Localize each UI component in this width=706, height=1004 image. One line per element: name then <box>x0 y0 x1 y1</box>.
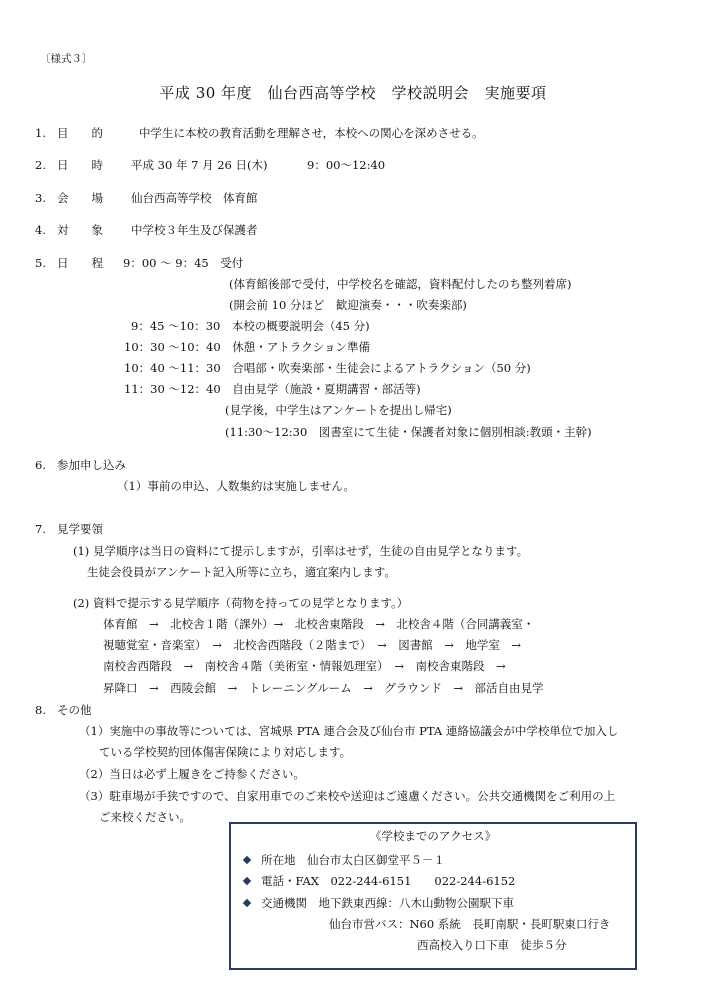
schedule-line: 11：30 〜12：40 自由見学（施設・夏期講習・部活等) <box>124 382 421 396</box>
section-text: 中学生に本校の教育活動を理解させ，本校への関心を深めさせる。 <box>139 126 484 140</box>
access-line: 仙台市営バス：N60 系統 長町南駅・長町駅東口行き <box>329 917 611 931</box>
section-venue <box>35 192 258 206</box>
schedule-line: (11:30〜12:30 図書室にて生徒・保護者対象に個別相談:教頭・主幹) <box>225 425 592 439</box>
access-line: 西高校入り口下車 徒歩５分 <box>417 938 567 952</box>
tour-route-line: 体育館 → 北校舎１階（課外）→ 北校舎東階段 → 北校舎４階（合同講義室・ <box>103 617 535 631</box>
section-datetime <box>35 159 385 173</box>
section-label: 日 程 <box>57 256 103 270</box>
event-time: 9：00〜12:40 <box>307 158 386 172</box>
section-label: 対 象 <box>57 223 103 237</box>
section-number: 4. <box>35 223 46 237</box>
access-title: 《学校までのアクセス》 <box>369 829 497 843</box>
other-line: ている学校契約団体傷害保険により対応します。 <box>99 745 352 759</box>
tour-line: 生徒会役員がアンケート記入所等に立ち，適宜案内します。 <box>87 565 396 579</box>
section-number: 1. <box>35 126 46 140</box>
tour-line: (1) 見学順序は当日の資料にて提示しますが，引率はせず，生徒の自由見学となります。 <box>73 544 529 558</box>
schedule-line: 10：40 〜11：30 合唱部・吹奏楽部・生徒会によるアトラクション（50 分) <box>124 361 531 375</box>
other-line: （3）駐車場が手狭ですので、自家用車でのご来校や送迎はご遠慮ください。公共交通機関をご利用の上 <box>79 789 616 803</box>
schedule-line: 9：00 〜 9：45 受付 <box>123 256 244 270</box>
section-number: 3. <box>35 191 46 205</box>
access-info-box <box>229 822 637 970</box>
access-phone <box>244 875 515 889</box>
page-title: 平成 30 年度 仙台西高等学校 学校説明会 実施要項 <box>159 84 547 102</box>
section-purpose <box>35 127 484 141</box>
section-application <box>35 459 126 473</box>
section-other <box>35 704 92 718</box>
section-number: 2. <box>35 158 46 172</box>
schedule-line: (体育館後部で受付，中学校名を確認，資料配付したのち整列着席) <box>229 277 572 291</box>
form-number: 〔様式３〕 <box>40 53 93 65</box>
schedule-line: 9：45 〜10：30 本校の概要説明会（45 分) <box>131 319 370 333</box>
diamond-bullet-icon <box>243 877 251 885</box>
section-label: 目 的 <box>57 126 103 140</box>
section-label: その他 <box>57 703 92 717</box>
section-tour <box>35 523 103 537</box>
section-label: 見学要領 <box>57 522 103 536</box>
section-number: 7. <box>35 522 46 536</box>
tour-line: (2) 資料で提示する見学順序（荷物を持っての見学となります。） <box>73 596 409 610</box>
section-label: 参加申し込み <box>57 458 126 472</box>
schedule-line: (見学後，中学生はアンケートを提出し帰宅) <box>225 403 452 417</box>
section-number: 6. <box>35 458 46 472</box>
schedule-line: (開会前 10 分ほど 歓迎演奏・・・吹奏楽部) <box>229 298 467 312</box>
other-line: ご来校ください。 <box>99 810 191 824</box>
other-line: （2）当日は必ず上履きをご持参ください。 <box>79 767 305 781</box>
section-label: 会 場 <box>57 191 103 205</box>
section-number: 8. <box>35 703 46 717</box>
section-text: 中学校３年生及び保護者 <box>131 223 258 237</box>
application-line: （1）事前の申込、人数集約は実施しません。 <box>117 479 356 493</box>
other-line: （1）実施中の事故等については、宮城県 PTA 連合会及び仙台市 PTA 連絡協議会が中学校単位で加入し <box>79 724 619 738</box>
event-date: 平成 30 年 7 月 26 日(木) <box>131 158 268 172</box>
tour-route-line: 視聴覚室・音楽室） → 北校舎西階段（２階まで） → 図書館 → 地学室 → <box>103 638 522 652</box>
access-line: 電話・FAX 022-244-6151 022-244-6152 <box>261 874 516 888</box>
diamond-bullet-icon <box>243 856 251 864</box>
section-schedule <box>35 257 243 271</box>
access-line: 所在地 仙台市太白区御堂平５－１ <box>261 853 445 867</box>
tour-route-line: 南校舎西階段 → 南校舎４階（美術室・情報処理室） → 南校舎東階段 → <box>103 659 506 673</box>
schedule-line: 10：30 〜10：40 休憩・アトラクション準備 <box>124 340 370 354</box>
diamond-bullet-icon <box>243 899 251 907</box>
section-text: 仙台西高等学校 体育館 <box>131 191 258 205</box>
section-number: 5. <box>35 256 46 270</box>
section-target <box>35 224 258 238</box>
access-transport <box>244 897 514 911</box>
section-label: 日 時 <box>57 158 103 172</box>
tour-route-line: 昇降口 → 西陵会館 → トレーニングルーム → グラウンド → 部活自由見学 <box>103 681 544 695</box>
access-line: 交通機関 地下鉄東西線：八木山動物公園駅下車 <box>261 896 514 910</box>
access-address <box>244 854 445 868</box>
